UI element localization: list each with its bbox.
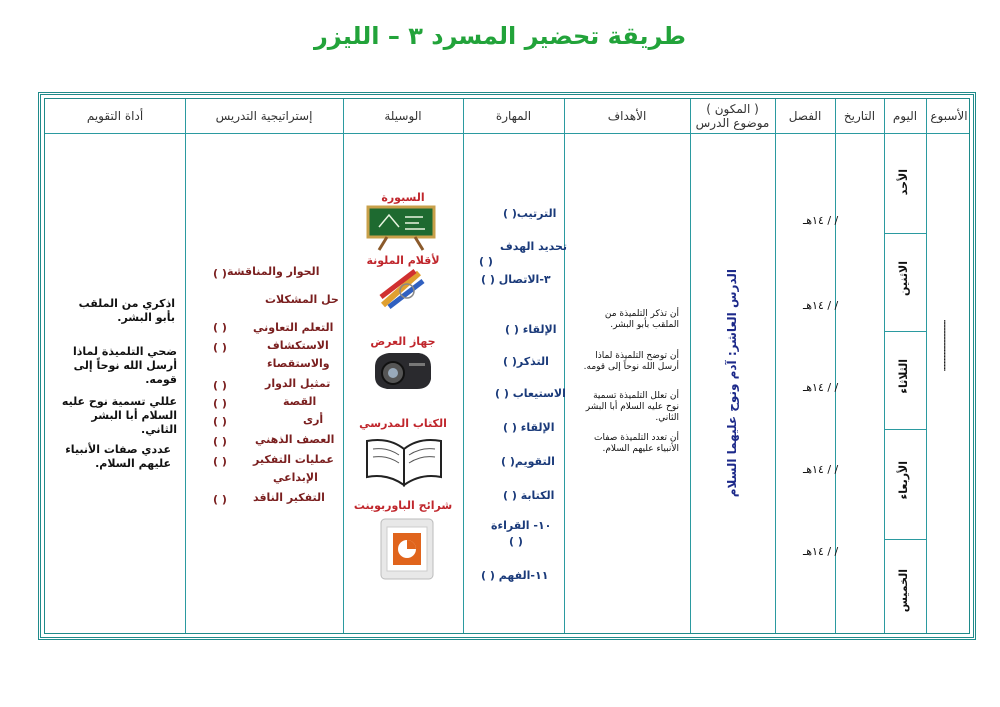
day-row-divider [884,539,926,540]
header-date: التاريخ [843,109,876,123]
col-divider [564,99,565,633]
skill-item: التقويم( ) [501,455,555,468]
assessment-item: عددي صفات الأنبياء عليهم السلام. [65,443,171,470]
col-divider [343,99,344,633]
strategy-item: والاستقصاء [267,357,330,370]
tool-label: شرائح الباوربوينت [353,499,453,512]
day-tuesday: الثلاثاء [897,359,910,394]
tool-label: الكتاب المدرسي [359,417,447,430]
day-row-divider [884,331,926,332]
assessment-item: اذكري من الملقب بأبو البشر. [78,297,175,324]
col-divider [463,99,464,633]
strategy-checkbox: ( ) [213,493,227,506]
strategy-checkbox: ( ) [213,321,227,334]
day-row-divider [884,233,926,234]
week-value: .................................. [941,319,954,370]
header-component-line1: ( المكون ) [706,102,759,116]
header-assessment: أداة التقويم [86,109,144,123]
strategy-item: تمثيل الدوار [265,377,331,390]
header-goals: الأهداف [607,109,647,123]
skill-item: ١٠- القراءة [491,519,552,532]
strategy-checkbox: ( ) [213,379,227,392]
skill-item: الاستيعاب ( ) [495,387,566,400]
strategy-checkbox: ( ) [213,455,227,468]
strategy-item: عمليات التفكير [253,453,334,466]
col-divider [926,99,927,633]
tool-label: السبورة [381,191,425,204]
goal-item: أن تعلل التلميذة تسمية نوح عليه السلام أبا البشر الثاني. [585,391,679,423]
header-component-line2: موضوع الدرس [695,116,770,130]
assessment-item: عللي تسمية نوح عليه السلام أبا البشر الثاني. [61,395,177,436]
strategy-checkbox: ( ) [213,341,227,354]
strategy-item: أرى [303,413,324,426]
strategy-item: الاستكشاف [267,339,329,352]
strategy-item: التعلم التعاوني [253,321,334,334]
lesson-title: الدرس العاشر: آدم ونوح عليهما السلام [725,269,739,498]
goal-item: أن تعدد التلميذة صفات الأنبياء عليهم السلام. [594,433,679,454]
header-component [690,99,775,133]
col-divider [775,99,776,633]
plan-table [38,92,976,640]
date-cell: / / ١٤هـ [803,299,839,312]
strategy-item: الحوار والمناقشة [227,265,320,278]
day-wednesday: الأربعاء [897,461,910,500]
day-sunday: الأحد [897,169,910,196]
strategy-item: العصف الذهني [255,433,335,446]
blackboard-icon [365,205,437,251]
day-monday: الاثنين [897,261,910,296]
header-week: الأسبوع [930,109,968,123]
strategy-item: القصة [283,395,317,408]
skill-item: التذكر( ) [503,355,549,368]
pencils-icon [377,267,427,309]
header-skill: المهارة [495,109,532,123]
skill-item: ٣-الاتصال ( ) [481,273,551,286]
header-strategy: إستراتيجية التدريس [215,109,313,123]
skill-item: الإلقاء ( ) [503,421,555,434]
powerpoint-icon [379,517,435,581]
date-cell: / / ١٤هـ [803,463,839,476]
skill-item: تحديد الهدف [500,240,568,253]
book-icon [363,433,445,491]
tool-label: جهاز العرض [370,335,436,348]
strategy-checkbox: ( ) [213,397,227,410]
header-day: اليوم [892,109,918,123]
day-thursday: الخميس [897,569,910,613]
strategy-checkbox: ( ) [213,415,227,428]
header-divider [45,133,969,134]
date-cell: / / ١٤هـ [803,381,839,394]
header-tool: الوسيلة [384,109,422,123]
col-divider [690,99,691,633]
table-inner [44,98,970,634]
skill-item: ( ) [479,255,493,268]
header-class: الفصل [788,109,822,123]
skill-item: الكتابة ( ) [503,489,555,502]
skill-item: ( ) [509,535,523,548]
strategy-item: الإبداعي [273,471,318,484]
page-title: طريقة تحضير المسرد ٣ – الليزر [313,22,687,50]
skill-item: ١١-الفهم ( ) [481,569,549,582]
col-divider [185,99,186,633]
goal-item: أن تذكر التلميذة من الملقب بأبو البشر. [604,309,679,330]
date-cell: / / ١٤هـ [803,214,839,227]
tool-label: لأقلام الملونة [366,254,440,267]
date-cell: / / ١٤هـ [803,545,839,558]
strategy-item: حل المشكلات [265,293,339,306]
strategy-checkbox: ( ) [213,435,227,448]
day-row-divider [884,429,926,430]
skill-item: الإلقاء ( ) [505,323,557,336]
skill-item: الترتيب( ) [503,207,557,220]
strategy-item: التفكير الناقد [253,491,325,504]
assessment-item: ضحي التلميذة لماذا أرسل الله نوحاً إلى قومه. [73,345,177,386]
projector-icon [371,347,435,393]
col-divider [884,99,885,633]
goal-item: أن توضح التلميذة لماذا أرسل الله نوحاً إلى قومه. [583,351,679,372]
strategy-checkbox: ( ) [213,267,227,280]
